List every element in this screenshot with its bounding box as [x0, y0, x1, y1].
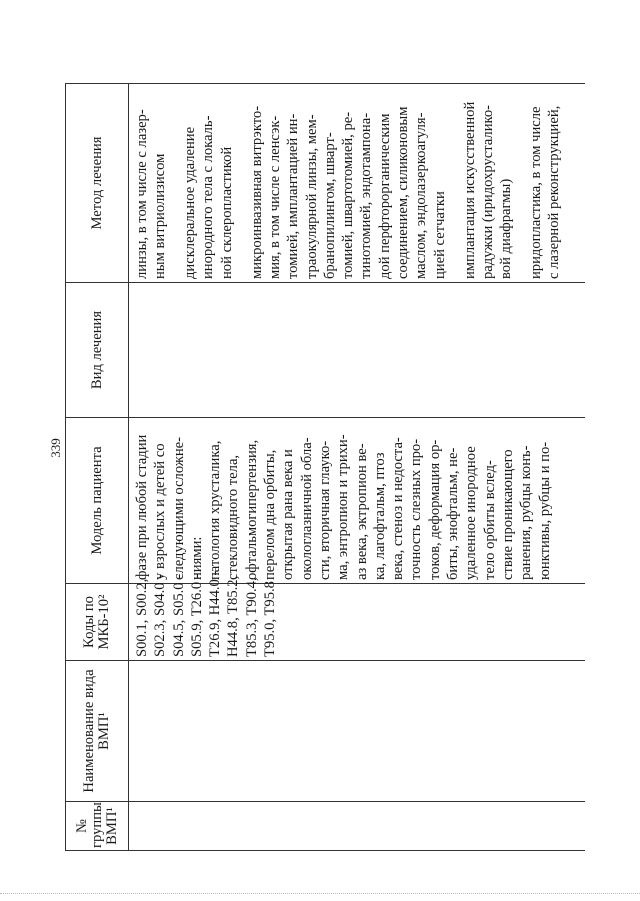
method-line: ной склеропластикой [218, 146, 235, 279]
model-line: сти, вторичная глауко- [316, 440, 333, 580]
table-header-row [66, 84, 129, 851]
cell-vmp-name [129, 661, 586, 802]
rotated-table-container [65, 84, 580, 851]
scan-bottom-rule [0, 893, 640, 895]
method-paragraph [461, 87, 516, 279]
model-line: офтальмогипертензия, [243, 439, 260, 580]
table-row [129, 84, 586, 851]
header-group-number: № группы ВМП¹ [66, 802, 129, 851]
codes-line: S02.3, S04.0 - [152, 573, 169, 657]
page-number: 339 [48, 438, 63, 458]
model-line: века, стеноз и недоста- [390, 437, 407, 580]
method-paragraph [181, 87, 236, 279]
model-line: тело орбиты вслед- [481, 460, 498, 580]
method-paragraph [527, 87, 564, 279]
model-line: у взрослых и детей со [152, 443, 169, 580]
method-line: дисклеральное удаление [182, 126, 199, 279]
codes-line: S05.9, T26.0 - [188, 573, 205, 657]
header-icd-codes: Коды по МКБ-10² [66, 584, 129, 661]
model-line: биты, энофтальм, не- [445, 447, 462, 580]
method-line: траокулярной линзы, мем- [303, 114, 320, 279]
method-paragraph [248, 87, 449, 279]
method-line: соединением, силиконовым [395, 106, 412, 279]
model-line: окологлазничной обла- [298, 437, 315, 580]
model-line: удаленное инородное [463, 446, 480, 580]
codes-line: T85.3, T90.4, [243, 577, 260, 657]
model-line: ствие проникающего [499, 449, 516, 580]
model-line: следующими осложне- [170, 437, 187, 580]
codes-line: H44.8, T85.2, [225, 575, 242, 657]
codes-line: T26.9, H44.0 - [207, 570, 224, 657]
model-line: ка, лагофтальм, птоз [371, 452, 388, 580]
method-line: иридопластика, в том числе [528, 106, 545, 279]
cell-treatment-method [129, 84, 586, 283]
model-line: открытая рана века и [280, 449, 297, 580]
method-line: мия, в том числе с ленсэк- [266, 115, 283, 279]
vmp-table [65, 83, 585, 851]
model-line: юнктивы, рубцы и по- [536, 441, 553, 580]
header-treatment-method: Метод лечения [66, 84, 129, 283]
codes-line: S00.1, S00.2, [134, 578, 150, 657]
method-line: томией, имплантацией ин- [285, 113, 302, 279]
method-line: маслом, эндолазеркоагуля- [413, 112, 430, 279]
method-line: микроинвазивная витрэкто- [248, 105, 265, 279]
method-line: имплантация искусственной [461, 101, 478, 279]
method-line: радужки (иридохрусталико- [479, 104, 496, 279]
header-vmp-name: Наименование вида ВМП¹ [66, 661, 129, 802]
method-paragraph [133, 87, 170, 279]
method-line: дой перфторорганическим [376, 113, 393, 279]
model-line: токов, деформация ор- [426, 439, 443, 580]
model-line: точность слезных про- [408, 438, 425, 580]
method-line: линзы, в том числе с лазер- [134, 109, 150, 279]
method-line: бранопилингом, шварт- [321, 132, 338, 279]
model-line: патология хрусталика, [207, 440, 224, 580]
cell-treatment-type [129, 283, 586, 418]
cell-patient-model [129, 418, 586, 584]
codes-line: T95.0, T95.8 [262, 581, 279, 657]
method-line: тинотомией, эндотампона- [358, 112, 375, 279]
model-line: ранения, рубцы конъ- [518, 445, 535, 580]
model-line: аз века, эктропион ве- [353, 443, 370, 580]
model-line: перелом дна орбиты, [262, 449, 279, 580]
header-treatment-type: Вид лечения [66, 283, 129, 418]
method-line: цией сетчатки [431, 191, 448, 279]
model-line: фазе при любой стадии [134, 434, 150, 580]
method-line: томией, швартотомией, ре- [340, 111, 357, 279]
model-line: ниями: [188, 536, 205, 580]
model-line: ма, энтропион и трихи- [335, 434, 352, 580]
model-line: стекловидного тела, [225, 454, 242, 580]
cell-group-number [129, 802, 586, 851]
header-patient-model: Модель пациента [66, 418, 129, 584]
method-line: вой диафрагмы) [498, 178, 515, 279]
method-line: инородного тела с локаль- [200, 115, 217, 279]
method-line: с лазерной реконструкцией, [546, 105, 563, 279]
method-line: ным витриолизисом [152, 153, 169, 279]
cell-icd-codes [129, 570, 586, 661]
codes-line: S04.5, S05.0 - [170, 573, 187, 657]
